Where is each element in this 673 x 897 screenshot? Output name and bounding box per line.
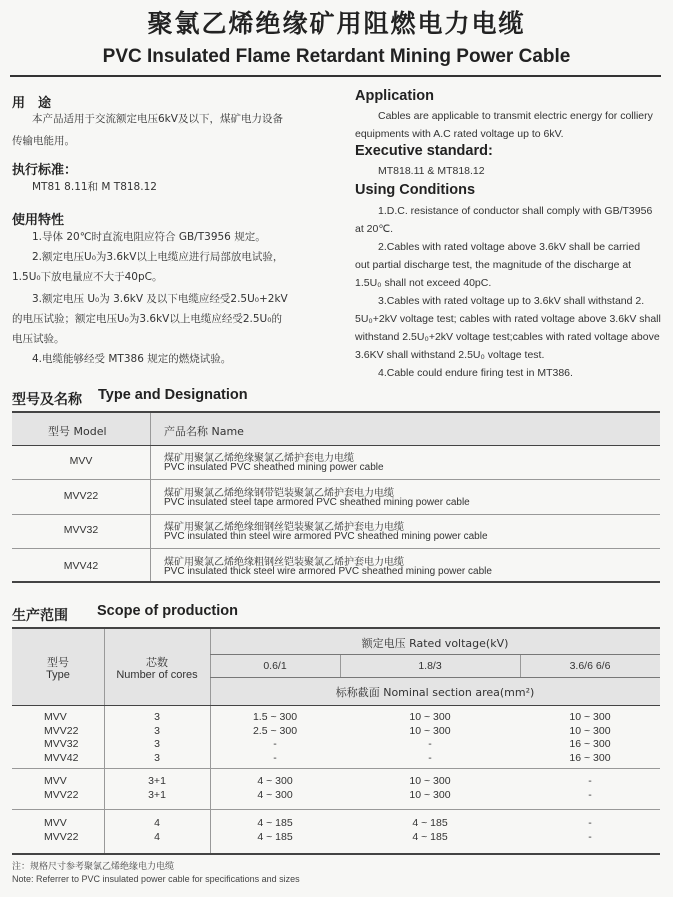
note-en: Note: Referrer to PVC insulated power cable for specifications and sizes xyxy=(12,874,300,884)
col-type-cn: 型号 xyxy=(47,656,69,669)
title-rule xyxy=(10,75,661,77)
application-text-1: Cables are applicable to transmit electric energy for colliery xyxy=(378,110,653,122)
feature-3c: 电压试验。 xyxy=(12,333,65,345)
scope-area: 4 ~ 300 xyxy=(257,775,293,787)
voltage-header-rule xyxy=(210,654,660,655)
condition-1a: 1.D.C. resistance of conductor shall comply with GB/T3956 xyxy=(378,205,653,217)
type-table-bottom-rule xyxy=(12,581,660,583)
scope-heading-cn: 生产范围 xyxy=(12,608,68,624)
scope-group-cores xyxy=(104,711,210,765)
rated-voltage-header: 额定电压 Rated voltage(kV) xyxy=(361,637,509,650)
col-cores-cn: 芯数 xyxy=(146,656,168,669)
type-row-name-cn: 煤矿用聚氯乙烯绝缘细钢丝铠装聚氯乙烯护套电力电缆 xyxy=(164,522,404,533)
type-table-top-rule xyxy=(12,411,660,413)
page-title-en: PVC Insulated Flame Retardant Mining Power Cable xyxy=(102,46,571,67)
scope-table-top-rule xyxy=(12,627,660,629)
condition-2a: 2.Cables with rated voltage above 3.6kV shall be carried xyxy=(378,241,641,253)
scope-area: 2.5 ~ 300 xyxy=(252,724,298,737)
scope-area: 4 ~ 185 xyxy=(412,817,448,829)
scope-type: MVV32 xyxy=(44,738,79,750)
type-row-name-cn: 煤矿用聚氯乙烯绝缘粗钢丝铠装聚氯乙烯护套电力电缆 xyxy=(164,557,404,568)
scope-heading-en: Scope of production xyxy=(97,603,238,619)
condition-4: 4.Cable could endure firing test in MT386. xyxy=(378,367,573,379)
scope-area: - xyxy=(428,751,432,764)
scope-group-types xyxy=(44,817,78,844)
scope-cores: 3+1 xyxy=(148,788,166,801)
col-name-header: 产品名称 Name xyxy=(164,425,244,438)
scope-cores: 3+1 xyxy=(148,775,166,787)
scope-area: 10 ~ 300 xyxy=(409,775,451,787)
feature-2b: 1.5U₀下放电量应不大于40pC。 xyxy=(12,271,163,283)
voltage-col-2: 1.8/3 xyxy=(418,660,442,672)
scope-group-col-a xyxy=(210,817,340,844)
application-text-2: equipments with A.C rated voltage up to 6kV. xyxy=(355,128,564,140)
standard-heading-cn: 执行标准： xyxy=(12,163,78,178)
type-row-model: MVV42 xyxy=(63,560,99,572)
type-row-name-en: PVC insulated PVC sheathed mining power cable xyxy=(164,462,384,473)
scope-type: MVV22 xyxy=(44,788,79,801)
type-row-model: MVV32 xyxy=(63,524,99,536)
type-row-divider xyxy=(12,514,660,515)
scope-group-cores xyxy=(104,775,210,802)
scope-table-bottom-rule xyxy=(12,853,660,855)
condition-3a: 3.Cables with rated voltage up to 3.6kV shall withstand 2. xyxy=(378,295,645,307)
scope-area: - xyxy=(428,738,432,750)
section-area-header: 标称截面 Nominal section area(mm²) xyxy=(335,686,535,699)
note-cn: 注：规格尺寸参考聚氯乙烯绝缘电力电缆 xyxy=(12,862,175,872)
feature-2a: 2.额定电压U₀为3.6kV以上电缆应进行局部放电试验， xyxy=(32,251,284,263)
scope-area: - xyxy=(588,775,592,787)
scope-group-col-b xyxy=(340,817,520,844)
scope-group-col-a xyxy=(210,711,340,765)
scope-area: - xyxy=(588,830,592,843)
type-heading-cn: 型号及名称 xyxy=(12,392,82,408)
scope-area: 10 ~ 300 xyxy=(569,711,611,723)
scope-group-col-a xyxy=(210,775,340,802)
scope-cores: 4 xyxy=(154,830,160,843)
scope-area: 16 ~ 300 xyxy=(569,751,611,764)
feature-4: 4.电缆能够经受 MT386 规定的燃烧试验。 xyxy=(32,353,232,365)
condition-1b: at 20℃. xyxy=(355,223,394,235)
application-heading: Application xyxy=(355,88,434,104)
condition-2c: 1.5U₀ shall not exceed 40pC. xyxy=(355,277,492,289)
scope-header-rule xyxy=(12,705,660,706)
scope-cores: 3 xyxy=(154,751,160,764)
scope-area: 4 ~ 185 xyxy=(412,830,448,843)
scope-area: 10 ~ 300 xyxy=(409,724,451,737)
scope-area: 10 ~ 300 xyxy=(409,788,451,801)
scope-area: 16 ~ 300 xyxy=(569,738,611,750)
scope-area: - xyxy=(588,817,592,829)
type-row-name-cn: 煤矿用聚氯乙烯绝缘钢带铠装聚氯乙烯护套电力电缆 xyxy=(164,488,394,499)
scope-cores: 3 xyxy=(154,738,160,750)
scope-group-col-c xyxy=(520,775,660,802)
col-cores-en: Number of cores xyxy=(116,669,198,681)
scope-group-divider xyxy=(12,809,660,810)
standard-text-cn: MT81 8.11和 M T818.12 xyxy=(32,181,157,193)
voltage-col-1: 0.6/1 xyxy=(263,660,287,672)
type-table-header-rule xyxy=(12,445,660,446)
scope-cores: 3 xyxy=(154,724,160,737)
scope-area: 10 ~ 300 xyxy=(409,711,451,723)
type-table-col-divider xyxy=(150,413,151,581)
page-title-cn: 聚氯乙烯绝缘矿用阻燃电力电缆 xyxy=(147,9,526,38)
feature-3b: 的电压试验；额定电压U₀为3.6kV以上电缆应经受2.5U₀的 xyxy=(12,313,282,325)
usage-text-1: 本产品适用于交流额定电压6kV及以下，煤矿电力设备 xyxy=(32,113,283,125)
usage-heading: 用 途 xyxy=(12,96,52,111)
scope-group-types xyxy=(44,775,78,802)
condition-3c: withstand 2.5U₀+2kV voltage test;cables with rated voltage above xyxy=(355,331,660,343)
conditions-heading: Using Conditions xyxy=(355,182,476,198)
col-type-en: Type xyxy=(46,669,70,681)
scope-cores: 3 xyxy=(154,711,160,723)
type-row-name-cn: 煤矿用聚氯乙烯绝缘聚氯乙烯护套电力电缆 xyxy=(164,453,354,464)
scope-type: MVV22 xyxy=(44,830,79,843)
scope-type: MVV22 xyxy=(44,724,79,737)
voltage-sub-rule xyxy=(210,677,660,678)
col-model-header: 型号 Model xyxy=(48,425,107,438)
feature-1: 1.导体 20℃时直流电阻应符合 GB/T3956 规定。 xyxy=(32,231,266,243)
scope-group-col-b xyxy=(340,775,520,802)
features-heading: 使用特性 xyxy=(12,213,65,228)
scope-group-types xyxy=(44,711,78,765)
scope-area: - xyxy=(273,738,277,750)
condition-3b: 5U₀+2kV voltage test; cables with rated voltage above 3.6kV shall xyxy=(355,313,661,325)
scope-area: 10 ~ 300 xyxy=(569,724,611,737)
scope-cores: 4 xyxy=(154,817,160,829)
voltage-col-3: 3.6/6 6/6 xyxy=(569,660,611,672)
scope-type: MVV42 xyxy=(44,751,79,764)
type-row-name-en: PVC insulated thick steel wire armored PVC sheathed mining power cable xyxy=(164,566,492,577)
type-row-name-en: PVC insulated steel tape armored PVC sheathed mining power cable xyxy=(164,497,470,508)
type-heading-en: Type and Designation xyxy=(98,387,248,403)
scope-group-col-c xyxy=(520,817,660,844)
type-table-header xyxy=(12,411,660,445)
scope-group-divider xyxy=(12,768,660,769)
type-row-divider xyxy=(12,479,660,480)
usage-text-2: 传输电能用。 xyxy=(12,135,75,147)
scope-area: 4 ~ 185 xyxy=(257,830,293,843)
scope-area: 4 ~ 185 xyxy=(257,817,293,829)
scope-type: MVV xyxy=(44,711,67,723)
scope-group-cores xyxy=(104,817,210,844)
condition-2b: out partial discharge test, the magnitude of the discharge at xyxy=(355,259,632,271)
scope-area: 1.5 ~ 300 xyxy=(252,711,298,723)
scope-area: 4 ~ 300 xyxy=(257,788,293,801)
type-row-model: MVV xyxy=(69,455,93,467)
condition-3d: 3.6KV shall withstand 2.5U₀ voltage test. xyxy=(355,349,545,361)
scope-group-col-b xyxy=(340,711,520,765)
standard-heading-en: Executive standard: xyxy=(355,143,493,159)
scope-type: MVV xyxy=(44,775,67,787)
scope-type: MVV xyxy=(44,817,67,829)
scope-group-col-c xyxy=(520,711,660,765)
type-row-name-en: PVC insulated thin steel wire armored PVC sheathed mining power cable xyxy=(164,531,488,542)
scope-area: - xyxy=(273,751,277,764)
feature-3a: 3.额定电压 U₀为 3.6kV 及以下电缆应经受2.5U₀+2kV xyxy=(32,293,288,305)
scope-area: - xyxy=(588,788,592,801)
type-row-model: MVV22 xyxy=(63,490,99,502)
type-row-divider xyxy=(12,548,660,549)
standard-text-en: MT818.11 & MT818.12 xyxy=(378,165,485,177)
